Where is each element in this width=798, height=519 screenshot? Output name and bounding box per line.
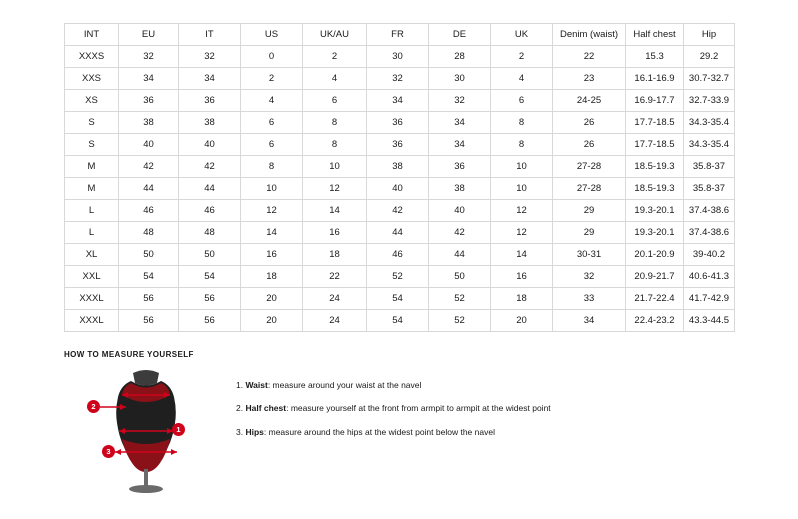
cell-int: M	[65, 178, 119, 200]
cell-eu: 34	[119, 68, 179, 90]
cell-denim-waist: 30-31	[553, 244, 626, 266]
cell-fr: 30	[367, 46, 429, 68]
cell-fr: 54	[367, 310, 429, 332]
cell-fr: 52	[367, 266, 429, 288]
instruction-text: : measure around the hips at the widest point below the navel	[263, 426, 495, 437]
cell-us: 6	[241, 112, 303, 134]
cell-denim-waist: 27-28	[553, 178, 626, 200]
cell-de: 50	[429, 266, 491, 288]
cell-uk-au: 22	[303, 266, 367, 288]
cell-fr: 44	[367, 222, 429, 244]
cell-uk-au: 16	[303, 222, 367, 244]
cell-uk: 2	[491, 46, 553, 68]
cell-hip: 32.7-33.9	[684, 90, 735, 112]
cell-fr: 36	[367, 112, 429, 134]
cell-uk: 4	[491, 68, 553, 90]
how-to-measure-section	[64, 350, 734, 494]
cell-eu: 44	[119, 178, 179, 200]
cell-uk-au: 4	[303, 68, 367, 90]
cell-de: 52	[429, 310, 491, 332]
column-header-hip: Hip	[684, 24, 735, 46]
cell-it: 46	[179, 200, 241, 222]
cell-denim-waist: 24-25	[553, 90, 626, 112]
cell-hip: 37.4-38.6	[684, 200, 735, 222]
cell-eu: 56	[119, 310, 179, 332]
cell-int: XXXS	[65, 46, 119, 68]
cell-int: XXS	[65, 68, 119, 90]
table-row	[65, 244, 735, 266]
table-row	[65, 310, 735, 332]
cell-eu: 50	[119, 244, 179, 266]
cell-denim-waist: 29	[553, 200, 626, 222]
cell-us: 18	[241, 266, 303, 288]
marker-waist: 1	[172, 423, 185, 436]
cell-fr: 36	[367, 134, 429, 156]
column-header-denim-waist: Denim (waist)	[553, 24, 626, 46]
cell-eu: 38	[119, 112, 179, 134]
cell-eu: 40	[119, 134, 179, 156]
cell-us: 2	[241, 68, 303, 90]
measurement-figure	[86, 369, 206, 494]
cell-it: 38	[179, 112, 241, 134]
cell-uk-au: 6	[303, 90, 367, 112]
mannequin-illustration	[86, 369, 206, 494]
size-conversion-table	[64, 23, 735, 332]
cell-uk-au: 8	[303, 134, 367, 156]
cell-eu: 42	[119, 156, 179, 178]
cell-it: 34	[179, 68, 241, 90]
cell-fr: 42	[367, 200, 429, 222]
cell-half-chest: 19.3-20.1	[626, 222, 684, 244]
cell-uk-au: 24	[303, 310, 367, 332]
cell-uk-au: 2	[303, 46, 367, 68]
column-header-de: DE	[429, 24, 491, 46]
column-header-half-chest: Half chest	[626, 24, 684, 46]
table-body	[65, 46, 735, 332]
cell-it: 42	[179, 156, 241, 178]
cell-us: 20	[241, 288, 303, 310]
how-to-measure-body	[64, 369, 734, 494]
table-row	[65, 156, 735, 178]
cell-denim-waist: 32	[553, 266, 626, 288]
instruction-term: Waist	[245, 380, 268, 390]
cell-eu: 36	[119, 90, 179, 112]
column-header-uk-au: UK/AU	[303, 24, 367, 46]
cell-hip: 40.6-41.3	[684, 266, 735, 288]
cell-half-chest: 16.1-16.9	[626, 68, 684, 90]
cell-fr: 54	[367, 288, 429, 310]
cell-half-chest: 17.7-18.5	[626, 112, 684, 134]
cell-it: 32	[179, 46, 241, 68]
table-row	[65, 112, 735, 134]
cell-denim-waist: 23	[553, 68, 626, 90]
cell-fr: 46	[367, 244, 429, 266]
cell-us: 8	[241, 156, 303, 178]
cell-de: 34	[429, 134, 491, 156]
cell-denim-waist: 34	[553, 310, 626, 332]
cell-it: 56	[179, 288, 241, 310]
cell-int: S	[65, 134, 119, 156]
cell-denim-waist: 29	[553, 222, 626, 244]
cell-uk-au: 8	[303, 112, 367, 134]
cell-hip: 43.3-44.5	[684, 310, 735, 332]
cell-de: 52	[429, 288, 491, 310]
cell-uk-au: 24	[303, 288, 367, 310]
cell-uk: 12	[491, 222, 553, 244]
cell-it: 56	[179, 310, 241, 332]
cell-it: 36	[179, 90, 241, 112]
cell-half-chest: 19.3-20.1	[626, 200, 684, 222]
table-row	[65, 134, 735, 156]
size-chart-container	[64, 23, 734, 332]
cell-hip: 30.7-32.7	[684, 68, 735, 90]
table-header	[65, 24, 735, 46]
column-header-fr: FR	[367, 24, 429, 46]
table-header-row	[65, 24, 735, 46]
cell-uk-au: 14	[303, 200, 367, 222]
instruction-term: Half chest	[245, 403, 287, 414]
cell-hip: 35.8-37	[684, 178, 735, 200]
cell-de: 40	[429, 200, 491, 222]
cell-fr: 38	[367, 156, 429, 178]
cell-hip: 29.2	[684, 46, 735, 68]
cell-int: XL	[65, 244, 119, 266]
instruction-text: : measure around your waist at the navel	[267, 380, 422, 390]
cell-de: 36	[429, 156, 491, 178]
cell-hip: 34.3-35.4	[684, 134, 735, 156]
cell-half-chest: 20.9-21.7	[626, 266, 684, 288]
cell-half-chest: 17.7-18.5	[626, 134, 684, 156]
column-header-int: INT	[65, 24, 119, 46]
cell-int: XS	[65, 90, 119, 112]
table-row	[65, 90, 735, 112]
cell-uk: 6	[491, 90, 553, 112]
cell-us: 20	[241, 310, 303, 332]
cell-de: 38	[429, 178, 491, 200]
cell-uk: 10	[491, 178, 553, 200]
cell-half-chest: 18.5-19.3	[626, 156, 684, 178]
table-row	[65, 222, 735, 244]
column-header-us: US	[241, 24, 303, 46]
instruction-number: 3.	[236, 426, 244, 437]
cell-uk-au: 12	[303, 178, 367, 200]
cell-int: L	[65, 200, 119, 222]
cell-de: 44	[429, 244, 491, 266]
cell-fr: 40	[367, 178, 429, 200]
cell-de: 32	[429, 90, 491, 112]
cell-de: 28	[429, 46, 491, 68]
cell-denim-waist: 33	[553, 288, 626, 310]
marker-half-chest: 2	[87, 400, 100, 413]
cell-us: 16	[241, 244, 303, 266]
cell-denim-waist: 27-28	[553, 156, 626, 178]
cell-eu: 56	[119, 288, 179, 310]
column-header-eu: EU	[119, 24, 179, 46]
cell-half-chest: 18.5-19.3	[626, 178, 684, 200]
cell-it: 48	[179, 222, 241, 244]
cell-eu: 46	[119, 200, 179, 222]
marker-hips: 3	[102, 445, 115, 458]
instruction-text: : measure yourself at the front from armpit to armpit at the widest point	[286, 403, 551, 414]
how-to-measure-title: HOW TO MEASURE YOURSELF	[64, 350, 194, 359]
table-row	[65, 200, 735, 222]
cell-denim-waist: 26	[553, 134, 626, 156]
cell-it: 50	[179, 244, 241, 266]
column-header-it: IT	[179, 24, 241, 46]
cell-it: 44	[179, 178, 241, 200]
cell-int: XXL	[65, 266, 119, 288]
cell-hip: 37.4-38.6	[684, 222, 735, 244]
cell-half-chest: 20.1-20.9	[626, 244, 684, 266]
cell-fr: 34	[367, 90, 429, 112]
instruction-half-chest	[236, 402, 551, 414]
cell-us: 14	[241, 222, 303, 244]
instruction-number: 2.	[236, 403, 244, 414]
cell-half-chest: 16.9-17.7	[626, 90, 684, 112]
table-row	[65, 46, 735, 68]
cell-de: 42	[429, 222, 491, 244]
cell-denim-waist: 22	[553, 46, 626, 68]
cell-us: 0	[241, 46, 303, 68]
cell-de: 30	[429, 68, 491, 90]
cell-int: S	[65, 112, 119, 134]
cell-hip: 35.8-37	[684, 156, 735, 178]
cell-half-chest: 15.3	[626, 46, 684, 68]
cell-it: 54	[179, 266, 241, 288]
cell-uk: 18	[491, 288, 553, 310]
cell-it: 40	[179, 134, 241, 156]
cell-int: L	[65, 222, 119, 244]
cell-de: 34	[429, 112, 491, 134]
instruction-hips	[236, 426, 551, 438]
cell-uk: 12	[491, 200, 553, 222]
cell-us: 10	[241, 178, 303, 200]
cell-us: 12	[241, 200, 303, 222]
table-row	[65, 68, 735, 90]
measurement-instructions	[236, 369, 551, 449]
cell-int: M	[65, 156, 119, 178]
cell-uk: 10	[491, 156, 553, 178]
cell-uk-au: 10	[303, 156, 367, 178]
cell-denim-waist: 26	[553, 112, 626, 134]
cell-eu: 32	[119, 46, 179, 68]
cell-us: 6	[241, 134, 303, 156]
table-row	[65, 266, 735, 288]
instruction-waist	[236, 379, 551, 391]
instruction-number: 1.	[236, 380, 244, 390]
column-header-uk: UK	[491, 24, 553, 46]
cell-uk: 8	[491, 112, 553, 134]
cell-us: 4	[241, 90, 303, 112]
cell-eu: 54	[119, 266, 179, 288]
cell-uk-au: 18	[303, 244, 367, 266]
table-row	[65, 178, 735, 200]
cell-half-chest: 22.4-23.2	[626, 310, 684, 332]
instruction-term: Hips	[245, 426, 264, 437]
cell-uk: 8	[491, 134, 553, 156]
cell-int: XXXL	[65, 288, 119, 310]
cell-hip: 39-40.2	[684, 244, 735, 266]
cell-eu: 48	[119, 222, 179, 244]
cell-uk: 16	[491, 266, 553, 288]
cell-int: XXXL	[65, 310, 119, 332]
cell-uk: 14	[491, 244, 553, 266]
cell-uk: 20	[491, 310, 553, 332]
cell-half-chest: 21.7-22.4	[626, 288, 684, 310]
table-row	[65, 288, 735, 310]
cell-fr: 32	[367, 68, 429, 90]
cell-hip: 41.7-42.9	[684, 288, 735, 310]
cell-hip: 34.3-35.4	[684, 112, 735, 134]
